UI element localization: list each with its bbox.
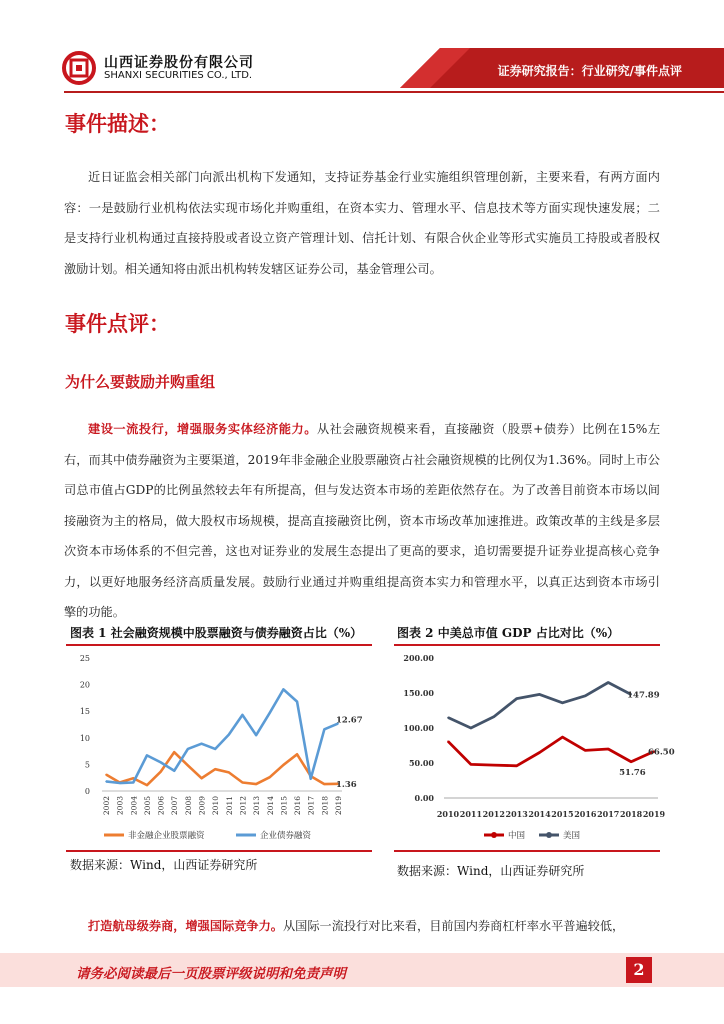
x-tick-label: 2017 [597, 809, 620, 819]
legend-marker [491, 832, 497, 838]
data-point [214, 768, 216, 770]
x-tick-label: 2013 [252, 796, 262, 816]
data-point [310, 778, 312, 780]
x-tick-label: 2015 [279, 796, 289, 816]
paragraph-1 [64, 414, 660, 628]
data-point [187, 765, 189, 767]
data-point [296, 701, 298, 703]
y-tick-label: 0 [84, 787, 90, 796]
y-tick-label: 20 [79, 680, 90, 690]
y-tick-label: 150.00 [403, 688, 434, 698]
figure-1-title-rule [66, 644, 372, 646]
x-tick-label: 2005 [142, 796, 152, 816]
data-point [324, 783, 326, 785]
data-point [493, 716, 495, 718]
x-tick-label: 2006 [156, 796, 166, 816]
data-label-stock-2019: 1.36 [336, 779, 357, 790]
data-label-cn-2018: 51.76 [619, 767, 646, 778]
event-description-heading: 事件描述： [65, 112, 170, 136]
x-tick-label: 2017 [306, 796, 316, 816]
x-tick-label: 2010 [436, 809, 460, 819]
data-point [132, 782, 134, 784]
data-point [228, 772, 230, 774]
data-point [214, 748, 216, 750]
data-point [470, 727, 472, 729]
figure-2-title: 图表 2 中美总市值 GDP 占比对比（%） [397, 626, 620, 640]
data-point [585, 695, 587, 697]
data-point [470, 764, 472, 766]
page-number: 2 [626, 957, 652, 983]
chart-market-cap-gdp [394, 648, 675, 848]
legend-label: 企业债券融资 [260, 831, 312, 841]
data-point [255, 734, 257, 736]
data-point [516, 765, 518, 767]
data-point [146, 755, 148, 757]
figure-2-title-rule [394, 644, 660, 646]
data-point [562, 702, 564, 704]
data-point [119, 782, 121, 784]
x-tick-label: 2004 [129, 796, 139, 816]
legend-label: 非金融企业股票融资 [128, 831, 205, 841]
x-tick-label: 2016 [574, 809, 597, 819]
x-tick-label: 2018 [320, 796, 330, 816]
data-point [269, 776, 271, 778]
legend-marker [546, 832, 552, 838]
x-tick-label: 2010 [211, 796, 221, 816]
figure-1-title: 图表 1 社会融资规模中股票融资与债券融资占比（%） [70, 626, 363, 640]
data-point [173, 751, 175, 753]
header-divider [64, 91, 724, 93]
data-point [447, 717, 449, 719]
chart-financing-share [66, 648, 372, 848]
data-point [105, 774, 107, 776]
series-line-bond [106, 689, 338, 783]
data-point [105, 781, 107, 783]
section-subheading: 为什么要鼓励并购重组 [65, 373, 216, 391]
x-tick-label: 2014 [528, 809, 551, 819]
data-point [562, 736, 564, 738]
x-tick-label: 2009 [197, 796, 207, 816]
x-tick-label: 2018 [619, 809, 643, 819]
data-point [324, 728, 326, 730]
legend-label: 中国 [508, 831, 526, 841]
figure-1-source: 数据来源：Wind，山西证券研究所 [70, 858, 258, 872]
data-point [539, 694, 541, 696]
data-point [607, 682, 609, 684]
x-tick-label: 2002 [102, 796, 111, 816]
figure-2-bottom-rule [394, 850, 660, 852]
data-point [630, 761, 632, 763]
x-tick-label: 2008 [183, 796, 193, 816]
x-tick-label: 2007 [170, 796, 180, 816]
figure-1-bottom-rule [66, 850, 372, 852]
page-header [0, 0, 724, 102]
data-label-us-2018: 147.89 [627, 690, 660, 701]
x-tick-label: 2014 [265, 796, 275, 816]
y-tick-label: 5 [84, 760, 90, 770]
y-tick-label: 0.00 [414, 793, 434, 803]
data-point [269, 712, 271, 714]
x-tick-label: 2019 [334, 796, 343, 816]
figure-2-source: 数据来源：Wind，山西证券研究所 [397, 864, 585, 878]
footer-disclaimer: 请务必阅读最后一页股票评级说明和免责声明 [76, 966, 346, 982]
data-label-bond-2019: 12.67 [336, 715, 363, 726]
data-point [242, 782, 244, 784]
data-point [187, 748, 189, 750]
company-logo-icon [62, 51, 96, 85]
data-point [296, 753, 298, 755]
y-tick-label: 200.00 [403, 653, 434, 663]
y-tick-label: 100.00 [403, 723, 434, 733]
paragraph-1-lead: 建设一流投行，增强服务实体经济能力。 [88, 422, 317, 436]
event-comment-heading: 事件点评： [65, 312, 170, 336]
data-point [516, 698, 518, 700]
data-point [201, 777, 203, 779]
y-tick-label: 50.00 [408, 758, 434, 768]
x-tick-label: 2012 [482, 809, 505, 819]
data-point [228, 734, 230, 736]
company-name-cn: 山西证券股份有限公司 [104, 55, 254, 71]
paragraph-2 [64, 911, 660, 942]
data-point [493, 764, 495, 766]
data-point [283, 689, 285, 691]
series-line-us [448, 683, 631, 729]
data-point [255, 783, 257, 785]
data-point [242, 714, 244, 716]
y-tick-label: 10 [79, 733, 90, 743]
data-point [173, 770, 175, 772]
data-point [283, 764, 285, 766]
x-tick-label: 2011 [224, 796, 234, 816]
data-point [146, 784, 148, 786]
paragraph-1-body: 从社会融资规模来看，直接融资（股票+债券）比例在15%左右，而其中债券融资为主要渠道，2019年非金融企业股票融资占社会融资规模的比例仅为1.36%。同时上市公司总市值占GDP的比例虽然较去年有所提高，但与发达资本市场的差距依然存在。为了改善目前资本市场以间接融资为主的格局，做大股权市场规模，提高直接融资比例，资本市场改革加速推进。政策改革的主线是多层次资本市场体系的不但完善，这也对证券业的发展生态提出了更高的要求，追切需要提升证券业提高核心竞争力，以更好地服务经济高质量发展。鼓励行业通过并购重组提高资本实力和管理水平，以真正达到资本市场引擎的功能。 [64, 422, 661, 619]
x-tick-label: 2012 [238, 796, 248, 816]
company-name-en: SHANXI SECURITIES CO., LTD. [104, 70, 253, 81]
paragraph-2-body: 从国际一流投行对比来看，目前国内券商杠杆率水平普遍较低， [283, 919, 625, 933]
x-tick-label: 2016 [293, 796, 303, 816]
event-description-body: 近日证监会相关部门向派出机构下发通知，支持证券基金行业实施组织管理创新，主要来看，有两方面内容：一是鼓励行业机构依法实现市场化并购重组，在资本实力、管理水平、信息技术等方面实现快速发展；二是支持行业机构通过直接持股或者设立资产管理计划、信托计划、有限合伙企业等形式实施员工持股或者股权激励计划。相关通知将由派出机构转发辖区证券公司，基金管理公司。 [64, 170, 660, 276]
data-point [447, 741, 449, 743]
report-type-label: 证券研究报告：行业研究/事件点评 [497, 64, 682, 78]
data-label-cn-2019: 66.50 [648, 747, 675, 758]
data-point [160, 761, 162, 763]
y-tick-label: 25 [79, 654, 90, 663]
x-tick-label: 2019 [642, 809, 666, 819]
data-point [201, 743, 203, 745]
x-tick-label: 2013 [505, 809, 528, 819]
x-tick-label: 2015 [551, 809, 574, 819]
series-line-china [448, 737, 654, 766]
data-point [607, 748, 609, 750]
data-point [585, 750, 587, 752]
paragraph-2-lead: 打造航母级券商，增强国际竞争力。 [88, 919, 283, 933]
legend-label: 美国 [563, 831, 581, 841]
x-tick-label: 2011 [459, 809, 483, 819]
data-point [160, 771, 162, 773]
y-tick-label: 15 [79, 707, 90, 717]
data-point [539, 752, 541, 754]
x-tick-label: 2003 [115, 796, 125, 816]
